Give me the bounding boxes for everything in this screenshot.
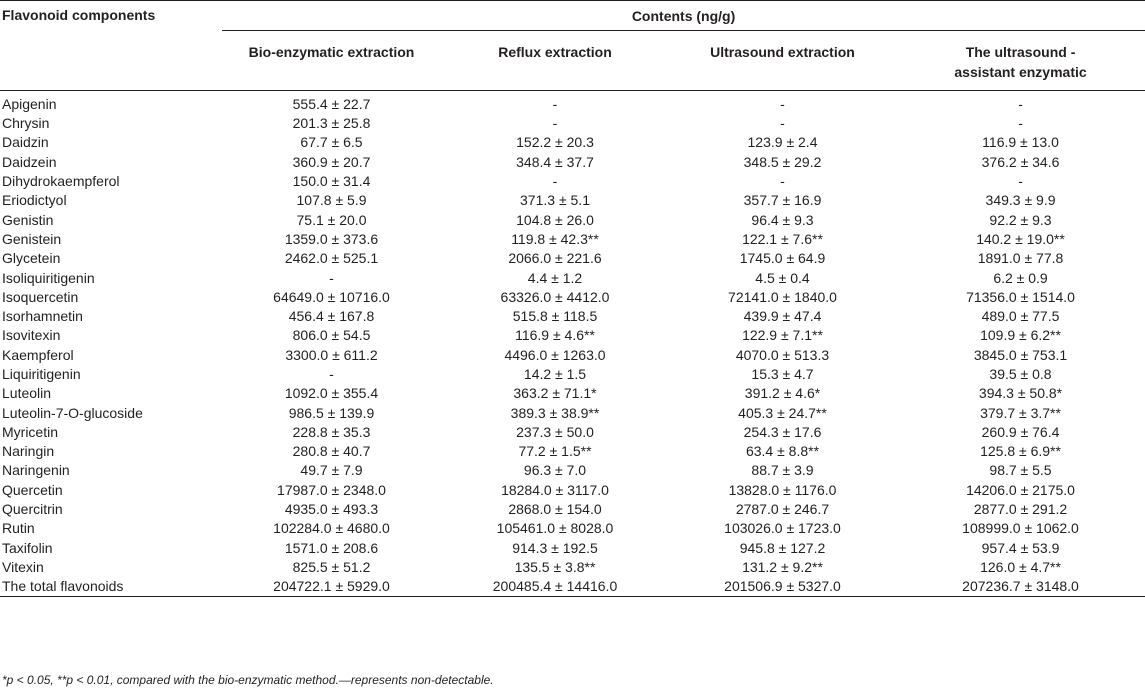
- table-row: [0, 307, 1145, 326]
- table-cell: 108999.0 ± 1062.0: [962, 520, 1079, 537]
- table-row: [0, 346, 1145, 365]
- table-cell: 456.4 ± 167.8: [288, 308, 375, 325]
- table-cell: 116.9 ± 4.6**: [515, 327, 595, 344]
- table-row: [0, 481, 1145, 500]
- row-label: Daidzin: [2, 134, 49, 151]
- table-cell: 439.9 ± 47.4: [743, 308, 822, 325]
- group-header: Contents (ng/g): [222, 1, 1145, 31]
- table-cell: 555.4 ± 22.7: [292, 96, 371, 112]
- row-label: Quercitrin: [2, 501, 63, 518]
- table-cell: 3845.0 ± 753.1: [973, 346, 1068, 363]
- table-cell: -: [329, 269, 334, 286]
- table-row: [0, 558, 1145, 577]
- table-cell: 379.7 ± 3.7**: [980, 404, 1061, 421]
- table-cell: 204722.1 ± 5929.0: [273, 578, 390, 595]
- table-cell: 4935.0 ± 493.3: [284, 501, 379, 518]
- table-row: [0, 210, 1145, 229]
- table-cell: 96.3 ± 7.0: [523, 462, 587, 479]
- table-row: [0, 519, 1145, 538]
- column-header-bio-enzymatic: Bio-enzymatic extraction: [248, 44, 415, 60]
- row-label: Apigenin: [2, 96, 57, 112]
- table-cell: -: [552, 173, 558, 190]
- row-label: Chrysin: [2, 115, 50, 132]
- row-label: Naringin: [2, 443, 55, 460]
- table-cell: 17987.0 ± 2348.0: [277, 481, 386, 498]
- table-row: [0, 133, 1145, 152]
- table-cell: 71356.0 ± 1514.0: [966, 288, 1075, 305]
- table-cell: 123.9 ± 2.4: [747, 134, 818, 151]
- row-label: Rutin: [2, 520, 35, 537]
- table-cell: 389.3 ± 38.9**: [510, 404, 600, 421]
- table-cell: 1092.0 ± 355.4: [284, 385, 379, 402]
- table-cell: 14.2 ± 1.5: [523, 366, 587, 382]
- table-cell: 1891.0 ± 77.8: [977, 250, 1064, 267]
- table-cell: 806.0 ± 54.5: [292, 327, 371, 344]
- table-cell: -: [780, 96, 785, 112]
- table-cell: 349.3 ± 9.9: [985, 192, 1056, 209]
- table-cell: 280.8 ± 40.7: [292, 443, 371, 460]
- row-label: Luteolin: [2, 385, 52, 402]
- table-row: [0, 114, 1145, 133]
- table-cell: 363.2 ± 71.1*: [513, 385, 597, 402]
- table-cell: 986.5 ± 139.9: [288, 404, 375, 421]
- table-row: [0, 384, 1145, 403]
- table-cell: 4.4 ± 1.2: [527, 269, 583, 286]
- table-cell: 2462.0 ± 525.1: [284, 250, 379, 267]
- table-row: [0, 191, 1145, 210]
- table-cell: 254.3 ± 17.6: [743, 423, 822, 440]
- table-cell: 67.7 ± 6.5: [300, 134, 363, 151]
- table-cell: 116.9 ± 13.0: [982, 134, 1059, 151]
- table-row: [0, 403, 1145, 422]
- table-row: [0, 91, 1145, 115]
- table-row: [0, 153, 1145, 172]
- table-cell: 64649.0 ± 10716.0: [273, 288, 390, 305]
- table-cell: -: [780, 173, 785, 190]
- table-cell: 75.1 ± 20.0: [296, 211, 367, 228]
- table-cell: 957.4 ± 53.9: [981, 539, 1060, 556]
- table-cell: 63.4 ± 8.8**: [745, 443, 820, 460]
- table-cell: 13828.0 ± 1176.0: [728, 481, 837, 498]
- table-cell: 122.1 ± 7.6**: [742, 230, 823, 247]
- row-label: Eriodictyol: [2, 192, 67, 209]
- table-row: [0, 268, 1145, 287]
- column-header-ultrasound: Ultrasound extraction: [710, 44, 855, 60]
- table-cell: 39.5 ± 0.8: [989, 366, 1052, 382]
- table-cell: 103026.0 ± 1723.0: [724, 520, 841, 537]
- table-cell: -: [329, 366, 334, 382]
- table-cell: 2877.0 ± 291.2: [973, 501, 1068, 518]
- table-cell: 2066.0 ± 221.6: [508, 250, 602, 267]
- table-cell: 135.5 ± 3.8**: [514, 558, 596, 575]
- row-label: Liquiritigenin: [2, 366, 81, 382]
- table-cell: -: [552, 96, 558, 112]
- table-cell: 105461.0 ± 8028.0: [496, 520, 614, 537]
- table-cell: 201.3 ± 25.8: [292, 115, 371, 132]
- table-cell: 77.2 ± 1.5**: [518, 443, 592, 460]
- row-label: Luteolin-7-O-glucoside: [2, 404, 143, 421]
- table-cell: 394.3 ± 50.8*: [978, 385, 1063, 402]
- table-cell: 102284.0 ± 4680.0: [273, 520, 390, 537]
- table-cell: 104.8 ± 26.0: [516, 211, 594, 228]
- table-cell: 119.8 ± 42.3**: [511, 230, 599, 247]
- row-label: Taxifolin: [2, 539, 53, 556]
- table-cell: 109.9 ± 6.2**: [980, 327, 1061, 344]
- table-cell: 63326.0 ± 4412.0: [500, 288, 610, 305]
- table-cell: 489.0 ± 77.5: [981, 308, 1060, 325]
- table-cell: 228.8 ± 35.3: [292, 423, 371, 440]
- table-cell: 150.0 ± 31.4: [292, 173, 371, 190]
- row-label: Naringenin: [2, 462, 70, 479]
- table-cell: 6.2 ± 0.9: [993, 269, 1048, 286]
- table-cell: 122.9 ± 7.1**: [742, 327, 823, 344]
- table-cell: 360.9 ± 20.7: [292, 153, 371, 170]
- table-row: [0, 365, 1145, 384]
- row-label: Vitexin: [2, 558, 44, 575]
- table-cell: 3300.0 ± 611.2: [285, 346, 378, 363]
- table-header: [0, 1, 1145, 91]
- table-cell: 4496.0 ± 1263.0: [504, 346, 606, 363]
- table-cell: 1745.0 ± 64.9: [739, 250, 826, 267]
- table-cell: 88.7 ± 3.9: [751, 462, 814, 479]
- table-cell: 200485.4 ± 14416.0: [492, 578, 618, 595]
- table-cell: 391.2 ± 4.6*: [744, 385, 821, 402]
- table-cell: 201506.9 ± 5327.0: [724, 578, 841, 595]
- table-row: [0, 442, 1145, 461]
- table-cell: 515.8 ± 118.5: [512, 308, 598, 325]
- table-cell: 825.5 ± 51.2: [292, 558, 371, 575]
- table-cell: 18284.0 ± 3117.0: [501, 481, 609, 498]
- row-label: Isovitexin: [2, 327, 61, 344]
- table-cell: 131.2 ± 9.2**: [742, 558, 823, 575]
- table-cell: -: [1018, 96, 1023, 112]
- table-cell: 237.3 ± 50.0: [516, 423, 594, 440]
- table-cell: 348.5 ± 29.2: [743, 153, 822, 170]
- table-cell: 371.3 ± 5.1: [520, 192, 590, 209]
- table-row: [0, 249, 1145, 268]
- table-cell: 125.8 ± 6.9**: [980, 443, 1061, 460]
- row-label: Quercetin: [2, 481, 63, 498]
- table-cell: 1359.0 ± 373.6: [284, 230, 379, 247]
- table-cell: 107.8 ± 5.9: [296, 192, 367, 209]
- table-cell: 207236.7 ± 3148.0: [962, 578, 1079, 595]
- column-header-ultrasound-enzymatic: The ultrasound -assistant enzymatic: [954, 44, 1087, 80]
- table-cell: 96.4 ± 9.3: [751, 211, 814, 228]
- table-footnote: *p < 0.05, **p < 0.01, compared with the bio-enzymatic method.—represents non-detectable.: [2, 673, 494, 687]
- row-label: Isorhamnetin: [2, 308, 83, 325]
- table-row: [0, 326, 1145, 345]
- table-row: [0, 172, 1145, 191]
- row-label: Myricetin: [2, 423, 59, 440]
- table-cell: 945.8 ± 127.2: [739, 539, 826, 556]
- table-cell: 92.2 ± 9.3: [989, 211, 1052, 228]
- row-label: Isoquercetin: [2, 288, 79, 305]
- table-cell: 14206.0 ± 2175.0: [966, 481, 1075, 498]
- table-cell: 15.3 ± 4.7: [751, 366, 814, 382]
- table-cell: 2868.0 ± 154.0: [508, 501, 602, 518]
- row-label: Kaempferol: [2, 346, 74, 363]
- table-cell: -: [552, 115, 558, 132]
- table-cell: 405.3 ± 24.7**: [738, 404, 827, 421]
- table-row: [0, 230, 1145, 249]
- table-cell: 348.4 ± 37.7: [516, 153, 594, 170]
- table-row: [0, 288, 1145, 307]
- row-label: Dihydrokaempferol: [2, 173, 120, 190]
- table-cell: 49.7 ± 7.9: [300, 462, 363, 479]
- table-row: [0, 577, 1145, 597]
- row-header: Flavonoid components: [2, 7, 156, 23]
- row-label: The total flavonoids: [2, 578, 124, 595]
- table-cell: 4070.0 ± 513.3: [735, 346, 830, 363]
- row-label: Genistin: [2, 211, 54, 228]
- table-cell: 2787.0 ± 246.7: [735, 501, 830, 518]
- table-row: [0, 423, 1145, 442]
- table-cell: 152.2 ± 20.3: [516, 134, 594, 151]
- table-cell: -: [1018, 115, 1023, 132]
- row-label: Daidzein: [2, 153, 57, 170]
- row-label: Genistein: [2, 230, 62, 247]
- table-cell: 1571.0 ± 208.6: [284, 539, 379, 556]
- table-cell: -: [780, 115, 785, 132]
- table-body: [0, 91, 1145, 597]
- table-row: [0, 500, 1145, 519]
- row-label: Isoliquiritigenin: [2, 269, 95, 286]
- row-label: Glycetein: [2, 250, 61, 267]
- table-cell: 140.2 ± 19.0**: [976, 230, 1065, 247]
- column-header-reflux: Reflux extraction: [498, 44, 612, 60]
- table-cell: 260.9 ± 76.4: [981, 423, 1060, 440]
- table-row: [0, 461, 1145, 480]
- table-cell: 357.7 ± 16.9: [743, 192, 822, 209]
- table-cell: 72141.0 ± 1840.0: [728, 288, 837, 305]
- table-row: [0, 539, 1145, 558]
- table-cell: 126.0 ± 4.7**: [980, 558, 1061, 575]
- table-cell: 376.2 ± 34.6: [981, 153, 1060, 170]
- table-cell: 914.3 ± 192.5: [512, 539, 598, 556]
- table-cell: -: [1018, 173, 1023, 190]
- table-cell: 4.5 ± 0.4: [755, 269, 810, 286]
- table-cell: 98.7 ± 5.5: [989, 462, 1052, 479]
